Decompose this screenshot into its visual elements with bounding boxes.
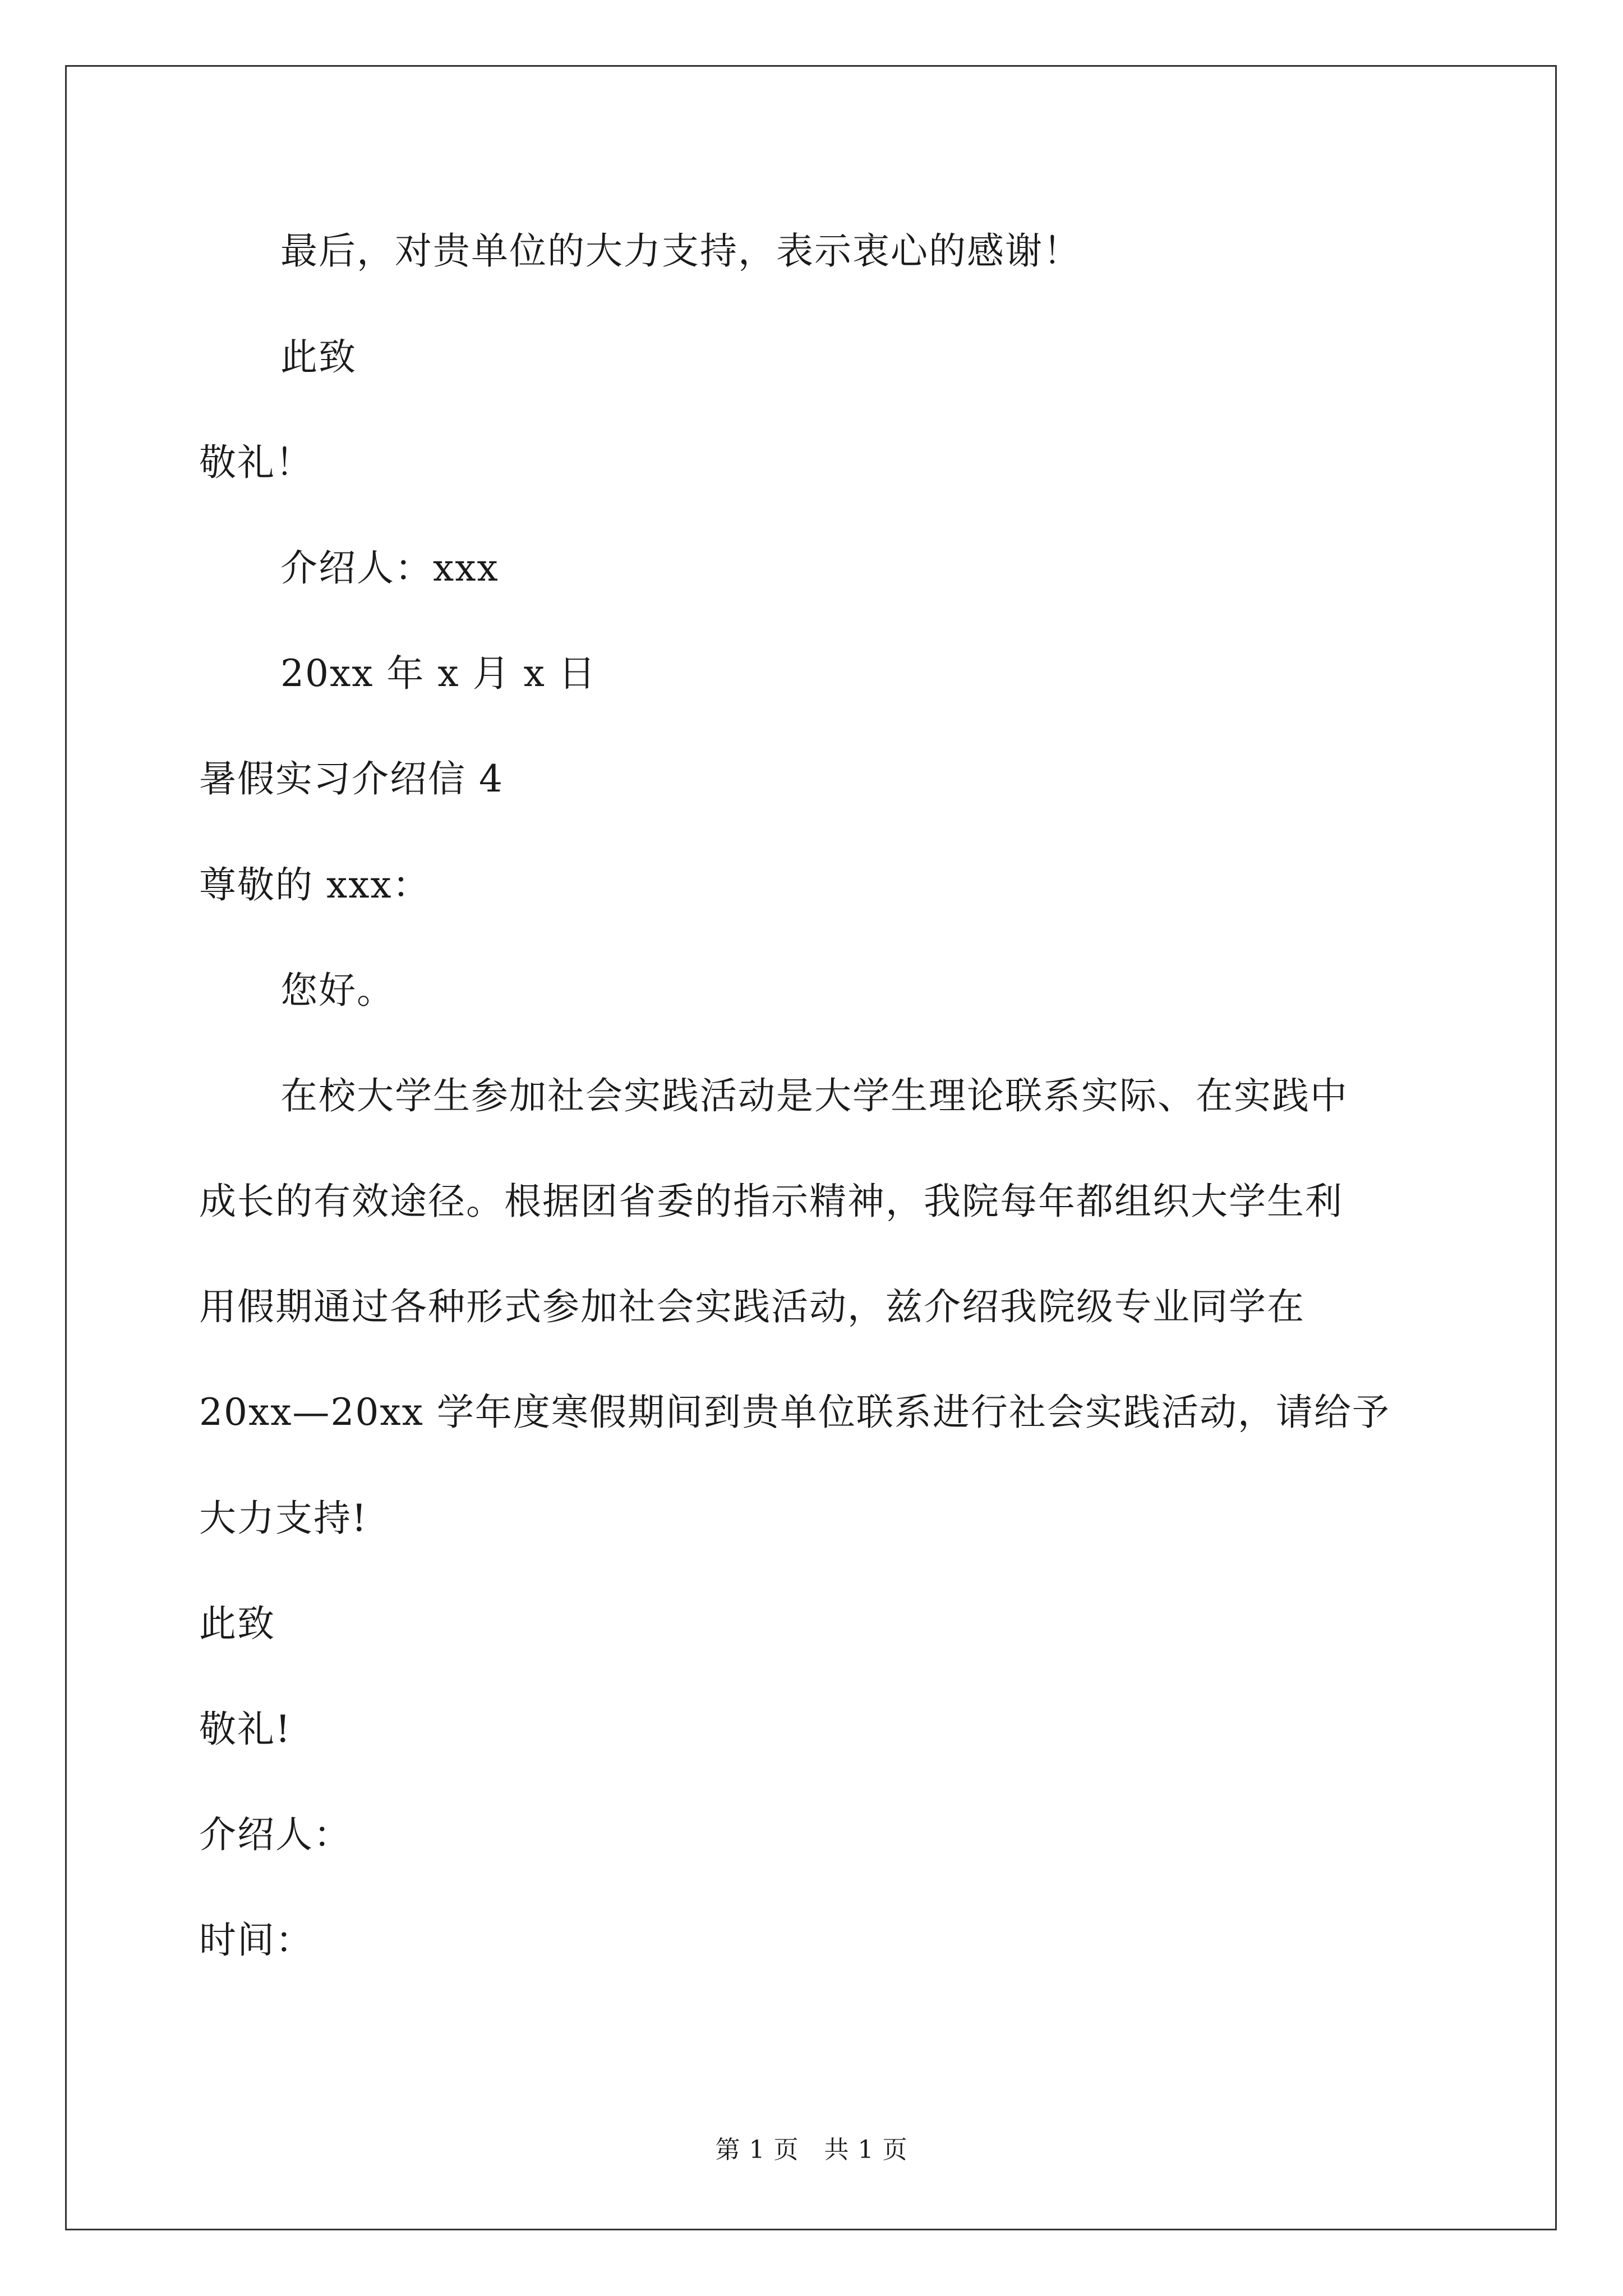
section-title: 暑假实习介绍信 4 <box>199 757 504 800</box>
closing-cizhi: 此致 <box>199 1602 275 1645</box>
time-label: 时间： <box>199 1918 313 1962</box>
salutation-cizhi: 此致 <box>280 335 357 379</box>
page-frame <box>65 65 1557 2230</box>
page-number-footer: 第 1 页 共 1 页 <box>715 2136 908 2164</box>
introducer-label: 介绍人： <box>199 1813 352 1856</box>
introducer-line: 介绍人：xxx <box>280 546 499 590</box>
body-paragraph-line-5: 大力支持! <box>199 1497 368 1540</box>
body-paragraph-line-4: 20xx—20xx 学年度寒假期间到贵单位联系进行社会实践活动，请给予 <box>199 1391 1390 1434</box>
greeting-hello: 您好。 <box>280 969 395 1012</box>
body-paragraph-line-1: 在校大学生参加社会实践活动是大学生理论联系实际、在实践中 <box>280 1074 1348 1117</box>
closing-jingli: 敬礼! <box>199 1708 292 1751</box>
greeting-recipient: 尊敬的 xxx： <box>199 863 431 907</box>
date-line: 20xx 年 x 月 x 日 <box>280 652 597 695</box>
closing-thanks-line: 最后，对贵单位的大力支持，表示衷心的感谢！ <box>280 229 1081 273</box>
salutation-jingli: 敬礼！ <box>199 441 313 484</box>
body-paragraph-line-3: 用假期通过各种形式参加社会实践活动，兹介绍我院级专业同学在 <box>199 1285 1305 1328</box>
body-paragraph-line-2: 成长的有效途径。根据团省委的指示精神，我院每年都组织大学生利 <box>199 1180 1343 1223</box>
